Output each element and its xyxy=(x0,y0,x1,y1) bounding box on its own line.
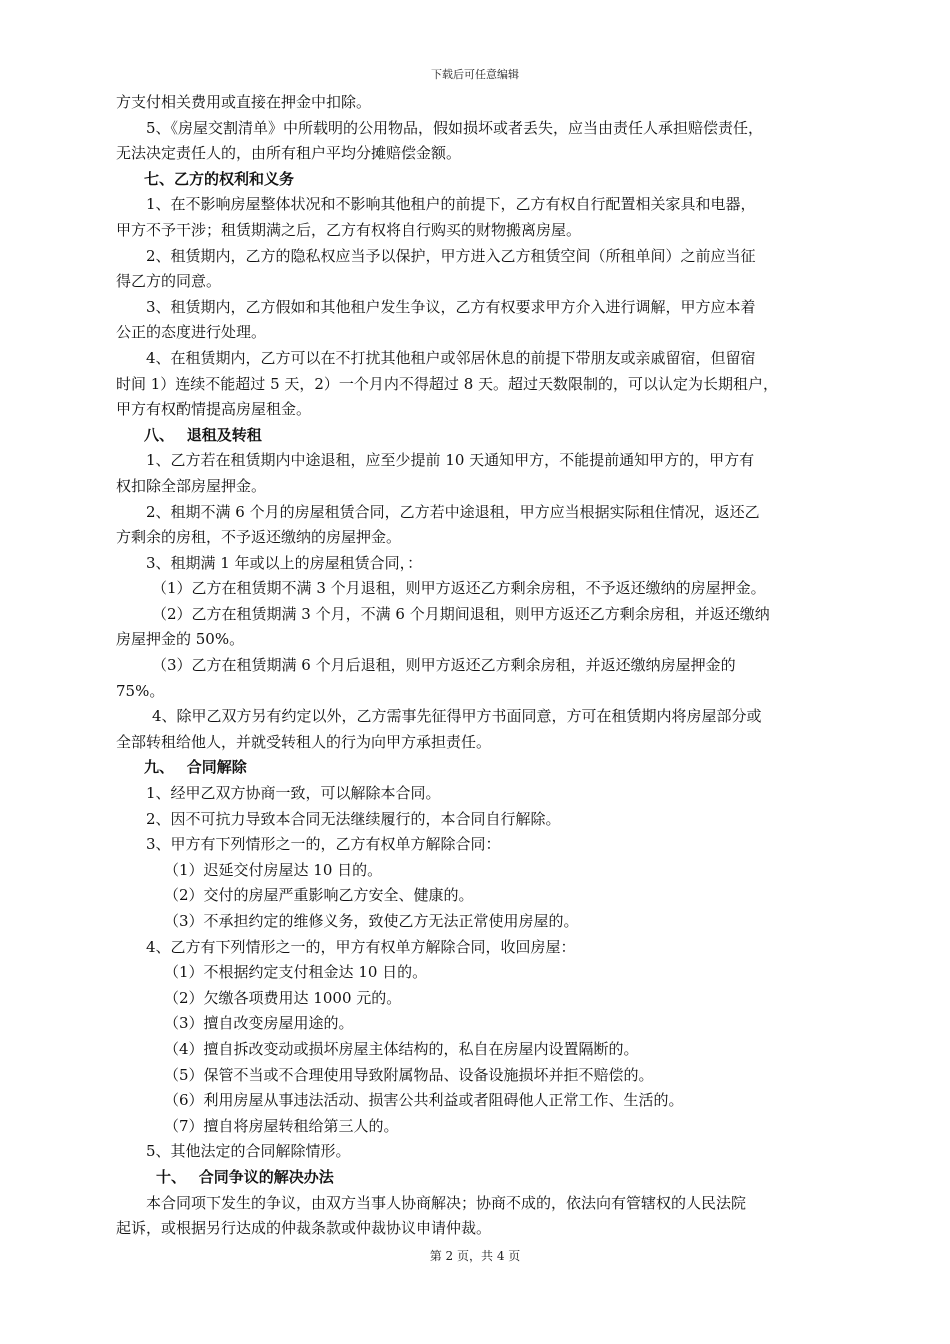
text-line: 甲方有权酌情提高房屋租金。 xyxy=(116,400,312,419)
text-line: （2）欠缴各项费用达 1000 元的。 xyxy=(164,988,402,1007)
text-line: 方剩余的房租，不予返还缴纳的房屋押金。 xyxy=(116,528,402,547)
text-line: 本合同项下发生的争议，由双方当事人协商解决；协商不成的，依法向有管辖权的人民法院 xyxy=(146,1193,747,1212)
text-line: （1）迟延交付房屋达 10 日的。 xyxy=(164,860,383,879)
text-line: 甲方不予干涉；租赁期满之后，乙方有权将自行购买的财物搬离房屋。 xyxy=(116,220,582,239)
text-line: 得乙方的同意。 xyxy=(116,272,222,291)
text-line: （7）擅自将房屋转租给第三人的。 xyxy=(164,1116,399,1135)
text-line: （1）不根据约定支付租金达 10 日的。 xyxy=(164,963,428,982)
text-line: （2）交付的房屋严重影响乙方安全、健康的。 xyxy=(164,886,474,905)
section-heading: 八、 退租及转租 xyxy=(144,425,262,444)
text-line: （3）擅自改变房屋用途的。 xyxy=(164,1014,354,1033)
document-body xyxy=(116,90,836,1242)
text-line: （3）乙方在租赁期满 6 个月后退租，则甲方返还乙方剩余房租，并返还缴纳房屋押金的 xyxy=(152,656,736,675)
text-line: 3、租赁期内，乙方假如和其他租户发生争议，乙方有权要求甲方介入进行调解，甲方应本着 xyxy=(146,297,756,316)
section-heading: 七、乙方的权利和义务 xyxy=(144,169,295,188)
text-line: 1、在不影响房屋整体状况和不影响其他租户的前提下，乙方有权自行配置相关家具和电器， xyxy=(146,195,756,214)
text-line: 3、租期满 1 年或以上的房屋租赁合同，： xyxy=(146,553,423,572)
text-line: （4）擅自拆改变动或损坏房屋主体结构的，私自在房屋内设置隔断的。 xyxy=(164,1039,639,1058)
text-line: 权扣除全部房屋押金。 xyxy=(116,476,267,495)
text-line: （3）不承担约定的维修义务，致使乙方无法正常使用房屋的。 xyxy=(164,912,579,930)
text-line: 2、租期不满 6 个月的房屋租赁合同，乙方若中途退租，甲方应当根据实际租住情况，返还乙 xyxy=(146,502,760,521)
text-line: 4、乙方有下列情形之一的，甲方有权单方解除合同，收回房屋： xyxy=(146,937,576,956)
text-line: （6）利用房屋从事违法活动、损害公共利益或者阻碍他人正常工作、生活的。 xyxy=(164,1091,684,1110)
text-line: 75%。 xyxy=(116,681,165,700)
text-line: 时间 1）连续不能超过 5 天，2）一个月内不得超过 8 天。超过天数限制的，可以认定为长期租户， xyxy=(116,374,779,393)
page-header: 下载后可任意编辑 xyxy=(431,68,519,81)
text-line: 5、《房屋交割清单》中所载明的公用物品，假如损坏或者丢失，应当由责任人承担赔偿责任， xyxy=(146,118,764,137)
text-line: 4、在租赁期内，乙方可以在不打扰其他租户或邻居休息的前提下带朋友或亲戚留宿，但留宿 xyxy=(146,348,756,367)
text-line: （5）保管不当或不合理使用导致附属物品、设备设施损坏并拒不赔偿的。 xyxy=(164,1065,654,1084)
page-footer: 第 2 页，共 4 页 xyxy=(429,1249,521,1263)
text-line: 2、因不可抗力导致本合同无法继续履行的，本合同自行解除。 xyxy=(146,809,561,828)
text-line: 全部转租给他人，并就受转租人的行为向甲方承担责任。 xyxy=(116,732,492,751)
text-line: 公正的态度进行处理。 xyxy=(116,323,267,342)
text-line: 3、甲方有下列情形之一的，乙方有权单方解除合同： xyxy=(146,835,501,854)
text-line: 5、其他法定的合同解除情形。 xyxy=(146,1142,351,1161)
section-heading: 十、 合同争议的解决办法 xyxy=(156,1167,334,1186)
text-line: 1、经甲乙双方协商一致，可以解除本合同。 xyxy=(146,784,441,803)
text-line: 房屋押金的 50%。 xyxy=(116,630,245,649)
text-line: 无法决定责任人的，由所有租户平均分摊赔偿金额。 xyxy=(116,144,462,163)
text-line: （2）乙方在租赁期满 3 个月，不满 6 个月期间退租，则甲方返还乙方剩余房租，并返还缴纳 xyxy=(152,604,770,623)
text-line: 起诉，或根据另行达成的仲裁条款或仲裁协议申请仲裁。 xyxy=(116,1219,492,1238)
text-line: 1、乙方若在租赁期内中途退租，应至少提前 10 天通知甲方，不能提前通知甲方的，甲方有 xyxy=(146,451,755,470)
text-line: 2、租赁期内，乙方的隐私权应当予以保护，甲方进入乙方租赁空间（所租单间）之前应当征 xyxy=(146,246,756,265)
text-line: 方支付相关费用或直接在押金中扣除。 xyxy=(116,93,372,111)
text-line: 4、除甲乙双方另有约定以外，乙方需事先征得甲方书面同意，方可在租赁期内将房屋部分或 xyxy=(152,707,762,726)
section-heading: 九、 合同解除 xyxy=(144,758,247,777)
text-line: （1）乙方在租赁期不满 3 个月退租，则甲方返还乙方剩余房租，不予返还缴纳的房屋押金。 xyxy=(152,579,766,598)
